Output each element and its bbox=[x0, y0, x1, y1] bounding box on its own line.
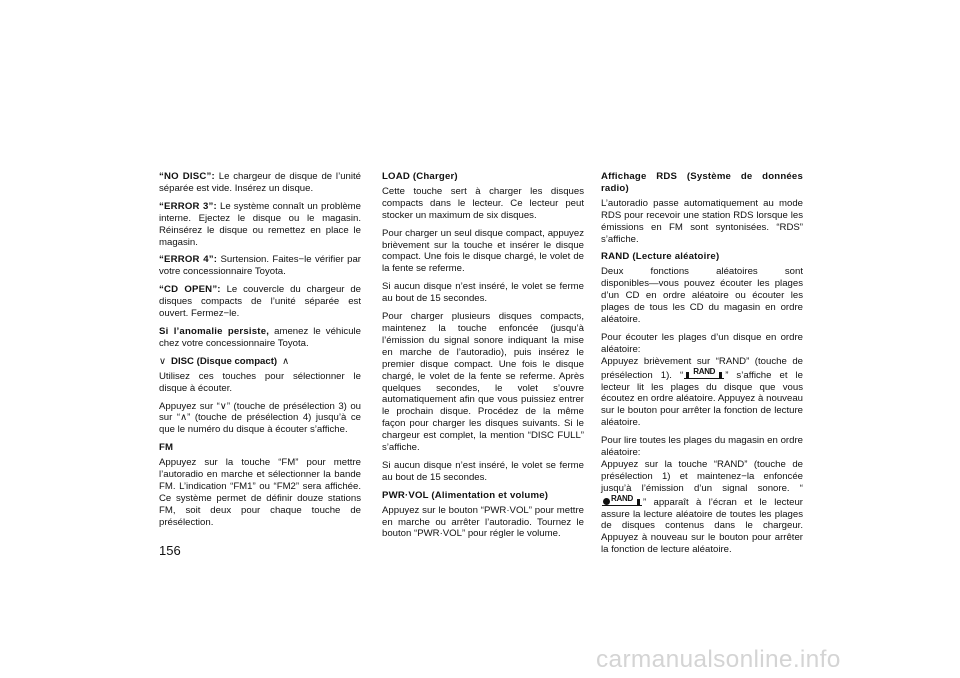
rand-disc-display-label: RAND bbox=[611, 493, 633, 503]
heading-load: LOAD (Charger) bbox=[382, 171, 458, 182]
term-no-disc: “NO DISC”: bbox=[159, 171, 215, 182]
rand-disc-text-b: ” s’affiche et le lecteur lit les plages du disque que vous écoutez en ordre aléatoire. Appuyez à nouveau sur le bouton pour arrêter la fonction de lecture aléatoire. bbox=[601, 369, 803, 429]
paragraph-rand-magazine bbox=[601, 435, 803, 556]
rand-display-icon bbox=[684, 368, 724, 379]
column-middle bbox=[382, 171, 584, 546]
paragraph-pwr-vol: Appuyez sur le bouton “PWR·VOL” pour mettre en marche ou arrêter l’autoradio. Tournez le bouton “PWR·VOL” pour régler le volume. bbox=[382, 504, 584, 540]
column-right bbox=[601, 171, 803, 562]
heading-disc-title: DISC (Disque compact) bbox=[171, 355, 278, 367]
text-error-3: Le système connaît un problème interne. Ejectez le disque ou le magasin. Réinsérez le disque ou remettez en place le magasin. bbox=[159, 200, 361, 248]
paragraph-rds: L’autoradio passe automatiquement au mode RDS pour recevoir une station RDS lorsque les émissions en FM sont syntonisées. “RDS” s’affiche. bbox=[601, 197, 803, 245]
text-cd-open: Le couvercle du chargeur de disques compacts de l’unité séparée est ouvert. Fermez−le. bbox=[159, 284, 362, 320]
paragraph-load-5: Si aucun disque n’est inséré, le volet se ferme au bout de 15 secondes. bbox=[382, 459, 584, 483]
chevron-down-icon: ∨ bbox=[159, 355, 167, 367]
paragraph-load-4: Pour charger plusieurs disques compacts, maintenez la touche enfoncée (jusqu’à l’émission du signal sonore indiquant la mise en marche de l’autoradio), puis insérez le premier disque compact. Une fois le disque chargé, le volet de la fente se referme. Après quelques secondes, le volet s’ouvre automatiquement afin que vous puissiez entrer le prochain disque. Procédez de la même façon pour charger les disques suivants. Si le chargeur est complet, la mention “DISC FULL” s’affiche. bbox=[382, 311, 584, 454]
paragraph-no-disc bbox=[159, 171, 361, 195]
term-error-3: “ERROR 3”: bbox=[159, 200, 217, 212]
paragraph-error-3 bbox=[159, 201, 361, 249]
paragraph-disc-1: Utilisez ces touches pour sélectionner le disque à écouter. bbox=[159, 370, 361, 394]
paragraph-persist bbox=[159, 326, 361, 350]
rand-disc-text-a: Appuyez brièvement sur “RAND” (touche de présélection 1). “ bbox=[601, 355, 803, 381]
term-error-4: “ERROR 4”: bbox=[159, 254, 218, 266]
term-cd-open: “CD OPEN”: bbox=[159, 284, 221, 296]
paragraph-rand-disc bbox=[601, 332, 803, 429]
page-number: 156 bbox=[159, 543, 181, 558]
rand-mag-text-b: ” apparaît à l’écran et le lecteur assure la lecture aléatoire de toutes les plages de disques contenus dans le chargeur. Appuyez à nouveau sur le bouton pour arrêter la fonction de lecture aléatoire. bbox=[601, 496, 803, 556]
heading-disc bbox=[159, 356, 361, 368]
paragraph-rand-intro: Deux fonctions aléatoires sont disponibles―vous pouvez écouter les plages d’un CD en ordre aléatoire ou écouter les plages de tous les CD du magasin en ordre aléatoire. bbox=[601, 266, 803, 325]
paragraph-error-4 bbox=[159, 254, 361, 278]
watermark: carmanualsonline.info bbox=[596, 646, 841, 673]
text-persist: amenez le véhicule chez votre concessionnaire Toyota. bbox=[159, 325, 361, 349]
paragraph-disc-2: Appuyez sur “∨” (touche de présélection 3) ou sur “∧” (touche de présélection 4) jusqu’à ce que le numéro du disque à écouter s’affiche. bbox=[159, 400, 361, 436]
paragraph-cd-open bbox=[159, 284, 361, 320]
heading-pwr-vol: PWR·VOL (Alimentation et volume) bbox=[382, 489, 549, 501]
text-no-disc: Le chargeur de disque de l’unité séparée est vide. Insérez un disque. bbox=[159, 171, 362, 194]
heading-fm: FM bbox=[159, 442, 174, 454]
paragraph-load-2: Pour charger un seul disque compact, appuyez brièvement sur la touche et insérer le disque compact. Une fois le disque chargé, le volet de la fente se referme. bbox=[382, 227, 584, 275]
chevron-up-icon: ∧ bbox=[282, 355, 290, 367]
text-error-4: Surtension. Faites−le vérifier par votre concessionnaire Toyota. bbox=[159, 254, 361, 278]
paragraph-load-3: Si aucun disque n’est inséré, le volet se ferme au bout de 15 secondes. bbox=[382, 281, 584, 305]
rand-display-label: RAND bbox=[693, 366, 716, 376]
rand-disc-display-icon bbox=[602, 495, 642, 506]
heading-rds: Affichage RDS (Système de données radio) bbox=[601, 171, 803, 194]
paragraph-load-1: Cette touche sert à charger les disques compacts dans le lecteur. Ce lecteur peut stocker un maximum de six disques. bbox=[382, 185, 584, 221]
term-persist: Si l’anomalie persiste, bbox=[159, 325, 270, 337]
column-left bbox=[159, 171, 361, 535]
paragraph-fm: Appuyez sur la touche “FM” pour mettre l’autoradio en marche et sélectionner la bande FM. L’indication “FM1” ou “FM2” sera affichée. Ce système permet de définir douze stations FM, soit deux pour chaque touche de présélection. bbox=[159, 457, 361, 528]
rand-mag-title: Pour lire toutes les plages du magasin en ordre aléatoire: bbox=[601, 435, 803, 459]
rand-mag-text-a: Appuyez sur la touche “RAND” (touche de présélection 1) et maintenez−la enfoncée jusqu’à l’émission d’un signal sonore. “ bbox=[601, 458, 803, 494]
heading-rand: RAND (Lecture aléatoire) bbox=[601, 251, 720, 263]
rand-disc-title: Pour écouter les plages d’un disque en ordre aléatoire: bbox=[601, 331, 803, 355]
